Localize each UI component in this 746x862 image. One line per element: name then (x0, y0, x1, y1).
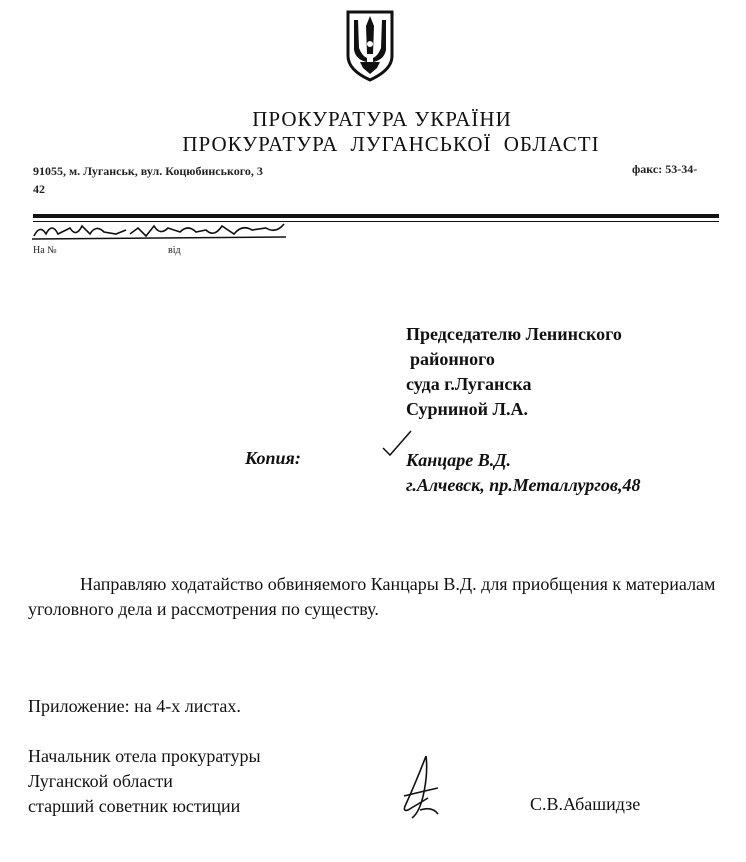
letter-body: Направляю ходатайство обвиняемого Канцары В.Д. для приобщения к материалам уголовного дела и рассмотрения по существу. (28, 574, 716, 619)
copy-recipient-address: г.Алчевск, пр.Металлургов,48 (406, 475, 641, 495)
org-address (33, 162, 333, 198)
handwritten-signature-icon (398, 752, 444, 822)
signer-title-block (28, 744, 261, 819)
addressee-line: Председателю Ленинского (406, 324, 622, 344)
handwritten-registration-icon (30, 218, 290, 244)
addressee-line: районного (410, 349, 495, 369)
attachment-note: Приложение: на 4-х листах. (28, 696, 241, 716)
copy-recipient-name: Канцаре В.Д. (406, 450, 512, 470)
signer-name: С.В.Абашидзе (530, 794, 641, 814)
reference-number-label: На № (33, 245, 57, 256)
addressee-block (406, 322, 622, 422)
fax-number: факс: 53-34- (632, 162, 698, 176)
org-name-regional: ПРОКУРАТУРА ЛУГАНСЬКОЇ ОБЛАСТІ (182, 132, 600, 156)
copy-recipient (406, 448, 640, 498)
copy-label: Копия: (245, 448, 301, 468)
addressee-name: Сурниной Л.А. (406, 399, 528, 419)
address-line-continued: 42 (33, 182, 45, 196)
signer-rank: старший советник юстиции (28, 796, 241, 816)
trident-emblem-icon (344, 4, 396, 84)
signer-title-line: Луганской области (28, 771, 173, 791)
address-line: 91055, м. Луганськ, вул. Коцюбинського, 3 (33, 164, 263, 178)
org-name-primary: ПРОКУРАТУРА УКРАЇНИ (252, 107, 512, 131)
signer-title-line: Начальник отела прокуратуры (28, 746, 261, 766)
reference-date-label: від (168, 245, 181, 256)
addressee-line: суда г.Луганска (406, 374, 532, 394)
